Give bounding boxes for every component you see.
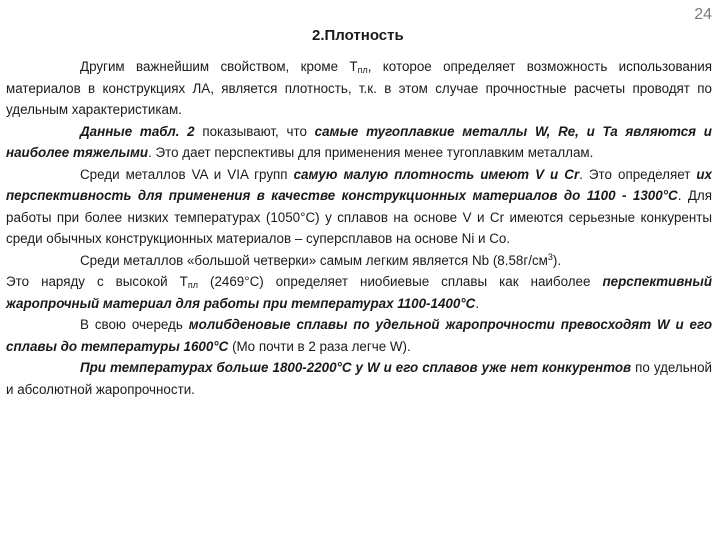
- text-run: Среди металлов VA и VIA групп: [80, 166, 294, 182]
- emphasis-run: их перспективность для применения в качестве конструкционных материалов до 1100 - 1300°С: [6, 166, 713, 203]
- text-run: ).: [552, 252, 562, 268]
- section-heading: 2.Плотность: [312, 27, 404, 44]
- emphasis-run: Данные табл. 2: [80, 123, 195, 139]
- text-run: .: [475, 295, 480, 311]
- emphasis-run: самую малую плотность имеют V и Cr: [293, 166, 580, 182]
- paragraph-1: [6, 56, 712, 121]
- paragraph-6: [6, 314, 712, 357]
- document-body: [6, 56, 712, 400]
- emphasis-run: При температурах больше 1800-2200°С у W и его сплавов уже нет конкурентов: [80, 360, 632, 375]
- paragraph-5: [6, 271, 712, 314]
- text-run: (Mo почти в 2 раза легче W).: [228, 338, 411, 354]
- emphasis-run: молибденовые сплавы по удельной жаропрочности превосходят W и его сплавы до температуры 1600°С: [6, 317, 712, 354]
- text-run: Среди металлов «большой четверки» самым легким является Nb (8.58г/см: [80, 252, 548, 268]
- superscript: 3: [547, 251, 553, 262]
- emphasis-run: самые тугоплавкие металлы W, Re, и Ta являются и наиболее тяжелыми: [6, 123, 712, 160]
- text-run: В свою очередь: [80, 317, 189, 332]
- text-run: Это наряду с высокой Т: [6, 274, 188, 289]
- paragraph-7: [6, 357, 712, 400]
- paragraph-3: [6, 164, 712, 250]
- text-run: , которое определяет возможность использования материалов в конструкциях ЛА, является плотность, т.к. в этом случае прочностные расчеты проводят по удельным характеристикам.: [6, 59, 713, 117]
- text-run: (2469°С) определяет ниобиевые сплавы как наиболее: [197, 274, 603, 289]
- page-number: 24: [694, 6, 712, 23]
- subscript: пл: [187, 280, 198, 290]
- text-run: по удельной и абсолютной жаропрочности.: [6, 360, 712, 397]
- text-run: Другим важнейшим свойством, кроме Т: [80, 59, 358, 74]
- paragraph-4: [6, 250, 712, 272]
- text-run: . Для работы при более низких температурах (1050°С) у сплавов на основе V и Cr имеются серьезные конкуренты среди обычных конструкционных материалов – суперсплавов на основе Ni и Co.: [6, 188, 712, 246]
- text-run: . Это дает перспективы для применения менее тугоплавким металлам.: [148, 145, 594, 160]
- subscript: пл: [357, 65, 368, 75]
- paragraph-2: [6, 121, 712, 164]
- text-run: . Это определяет: [579, 166, 697, 182]
- text-run: показывают, что: [194, 123, 315, 139]
- emphasis-run: перспективный жаропрочный материал для работы при температурах 1100-1400°С: [6, 274, 712, 311]
